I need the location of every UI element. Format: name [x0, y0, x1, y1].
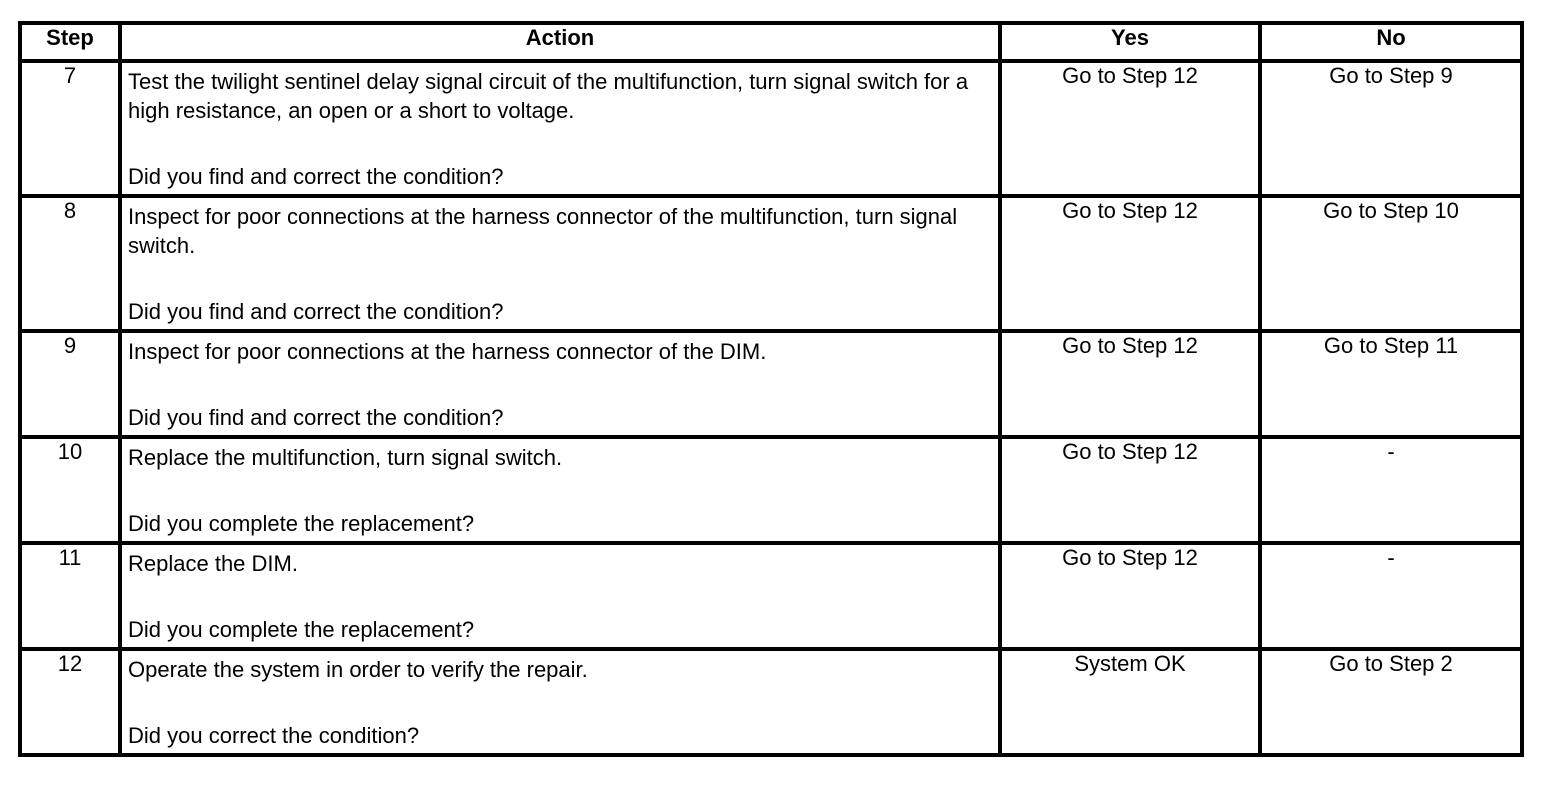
action-cell — [120, 437, 1000, 543]
step-number: 8 — [20, 196, 120, 331]
yes-result: Go to Step 12 — [1000, 437, 1260, 543]
action-cell — [120, 331, 1000, 437]
action-instruction: Operate the system in order to verify the repair. — [128, 657, 588, 682]
action-question: Did you find and correct the condition? — [128, 405, 504, 430]
action-cell — [120, 61, 1000, 196]
header-step: Step — [20, 23, 120, 61]
action-question: Did you complete the replacement? — [128, 511, 475, 536]
header-no: No — [1260, 23, 1522, 61]
no-result: Go to Step 11 — [1260, 331, 1522, 437]
header-yes: Yes — [1000, 23, 1260, 61]
step-number: 12 — [20, 649, 120, 755]
action-question: Did you correct the condition? — [128, 723, 420, 748]
action-question: Did you find and correct the condition? — [128, 164, 504, 189]
action-instruction: Inspect for poor connections at the harness connector of the multifunction, turn signal switch. — [128, 204, 958, 258]
action-cell — [120, 543, 1000, 649]
action-instruction: Replace the DIM. — [128, 551, 298, 576]
no-result: - — [1260, 437, 1522, 543]
table-row — [20, 61, 1522, 196]
action-instruction: Replace the multifunction, turn signal switch. — [128, 445, 563, 470]
no-result: Go to Step 2 — [1260, 649, 1522, 755]
table-row — [20, 437, 1522, 543]
step-number: 11 — [20, 543, 120, 649]
table-row — [20, 196, 1522, 331]
step-number: 10 — [20, 437, 120, 543]
no-result: Go to Step 9 — [1260, 61, 1522, 196]
table-row — [20, 649, 1522, 755]
yes-result: Go to Step 12 — [1000, 543, 1260, 649]
yes-result: Go to Step 12 — [1000, 196, 1260, 331]
table-row — [20, 543, 1522, 649]
table-row — [20, 331, 1522, 437]
header-action: Action — [120, 23, 1000, 61]
no-result: - — [1260, 543, 1522, 649]
no-result: Go to Step 10 — [1260, 196, 1522, 331]
diagnostic-table — [18, 21, 1524, 757]
yes-result: Go to Step 12 — [1000, 61, 1260, 196]
action-cell — [120, 196, 1000, 331]
action-instruction: Test the twilight sentinel delay signal circuit of the multifunction, turn signal switch for a high resistance, an open or a short to voltage. — [128, 69, 969, 123]
action-question: Did you find and correct the condition? — [128, 299, 504, 324]
action-instruction: Inspect for poor connections at the harness connector of the DIM. — [128, 339, 767, 364]
step-number: 7 — [20, 61, 120, 196]
yes-result: System OK — [1000, 649, 1260, 755]
step-number: 9 — [20, 331, 120, 437]
action-cell — [120, 649, 1000, 755]
yes-result: Go to Step 12 — [1000, 331, 1260, 437]
header-row — [20, 23, 1522, 61]
action-question: Did you complete the replacement? — [128, 617, 475, 642]
